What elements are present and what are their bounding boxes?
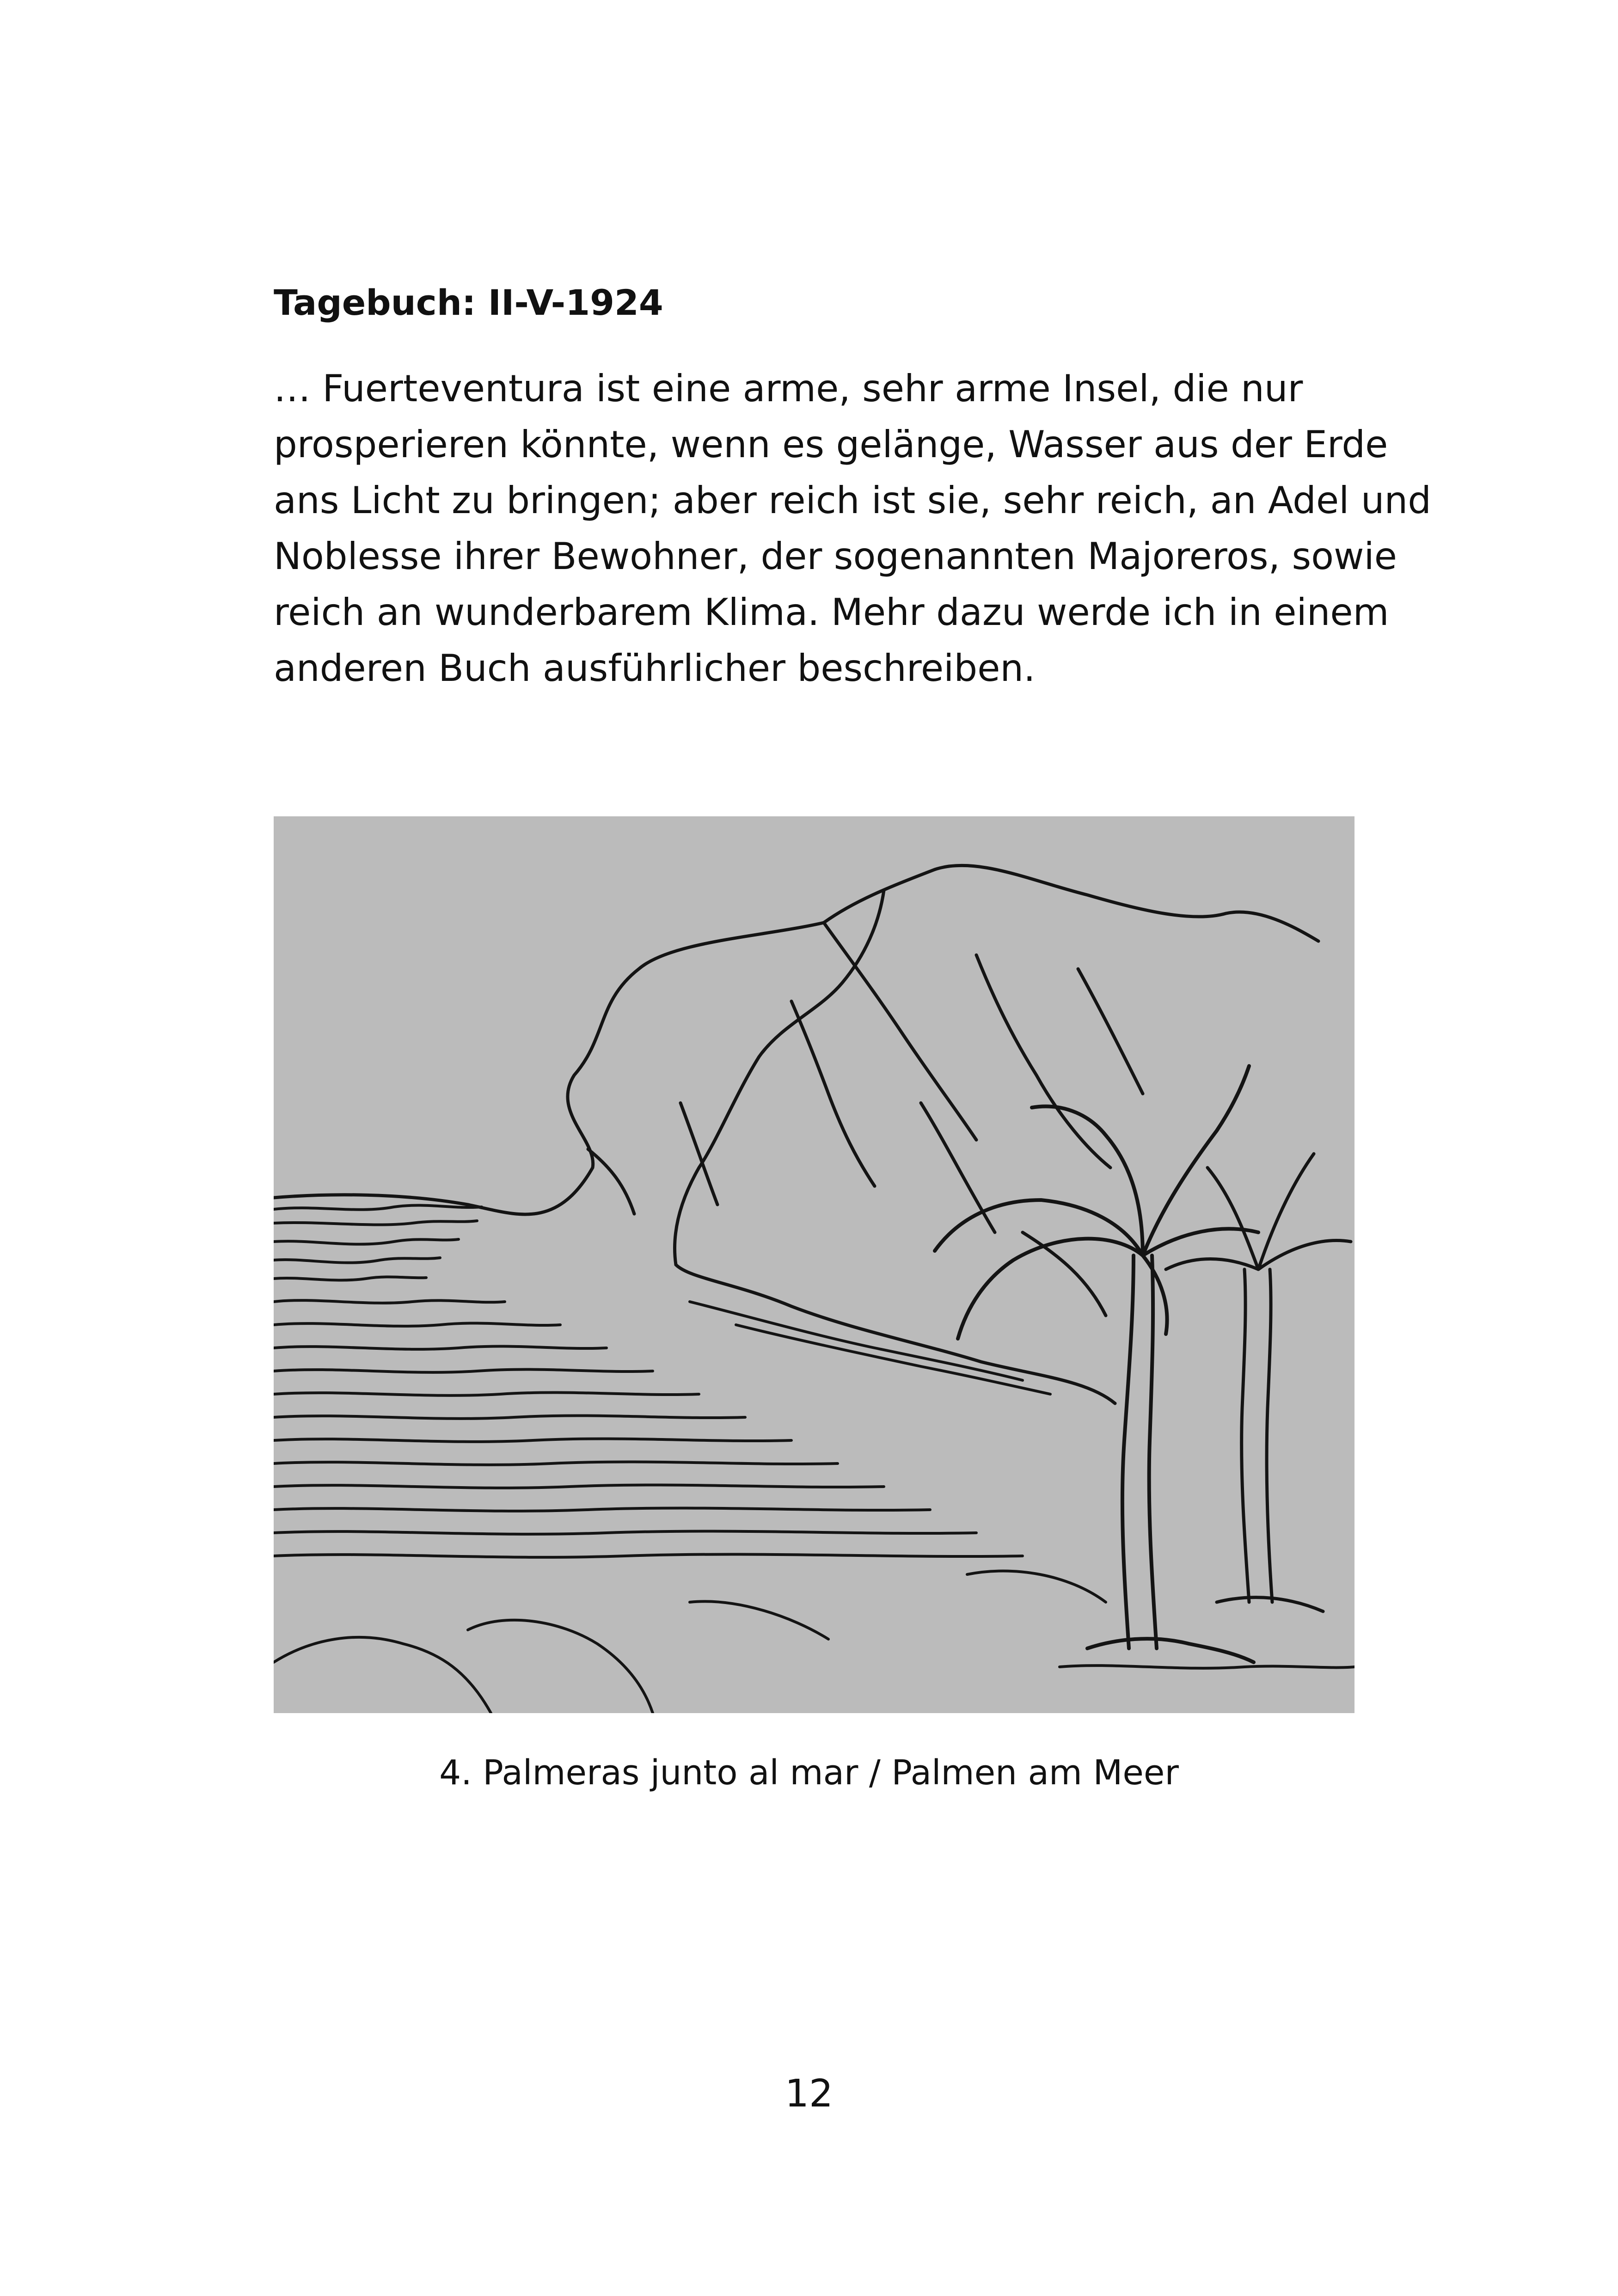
page-number: 12 bbox=[784, 2072, 834, 2116]
paragraph-line: reich an wunderbarem Klima. Mehr dazu werde ich in einem bbox=[274, 591, 1389, 634]
diary-heading: Tagebuch: II-V-1924 bbox=[274, 282, 663, 323]
paragraph-line: … Fuerteventura ist eine arme, sehr arme Insel, die nur bbox=[274, 367, 1303, 410]
ink-sketch-figure bbox=[274, 816, 1354, 1713]
paragraph-line: anderen Buch ausführlicher beschreiben. bbox=[274, 647, 1036, 690]
palms-by-sea-sketch bbox=[274, 816, 1354, 1713]
paragraph-line: Noblesse ihrer Bewohner, der sogenannten Majoreros, sowie bbox=[274, 535, 1397, 578]
diary-paragraph bbox=[274, 361, 1432, 696]
paragraph-line: prosperieren könnte, wenn es gelänge, Wasser aus der Erde bbox=[274, 423, 1388, 466]
paragraph-line: ans Licht zu bringen; aber reich ist sie, sehr reich, an Adel und bbox=[274, 479, 1432, 522]
figure-caption: 4. Palmeras junto al mar / Palmen am Meer bbox=[439, 1753, 1179, 1793]
